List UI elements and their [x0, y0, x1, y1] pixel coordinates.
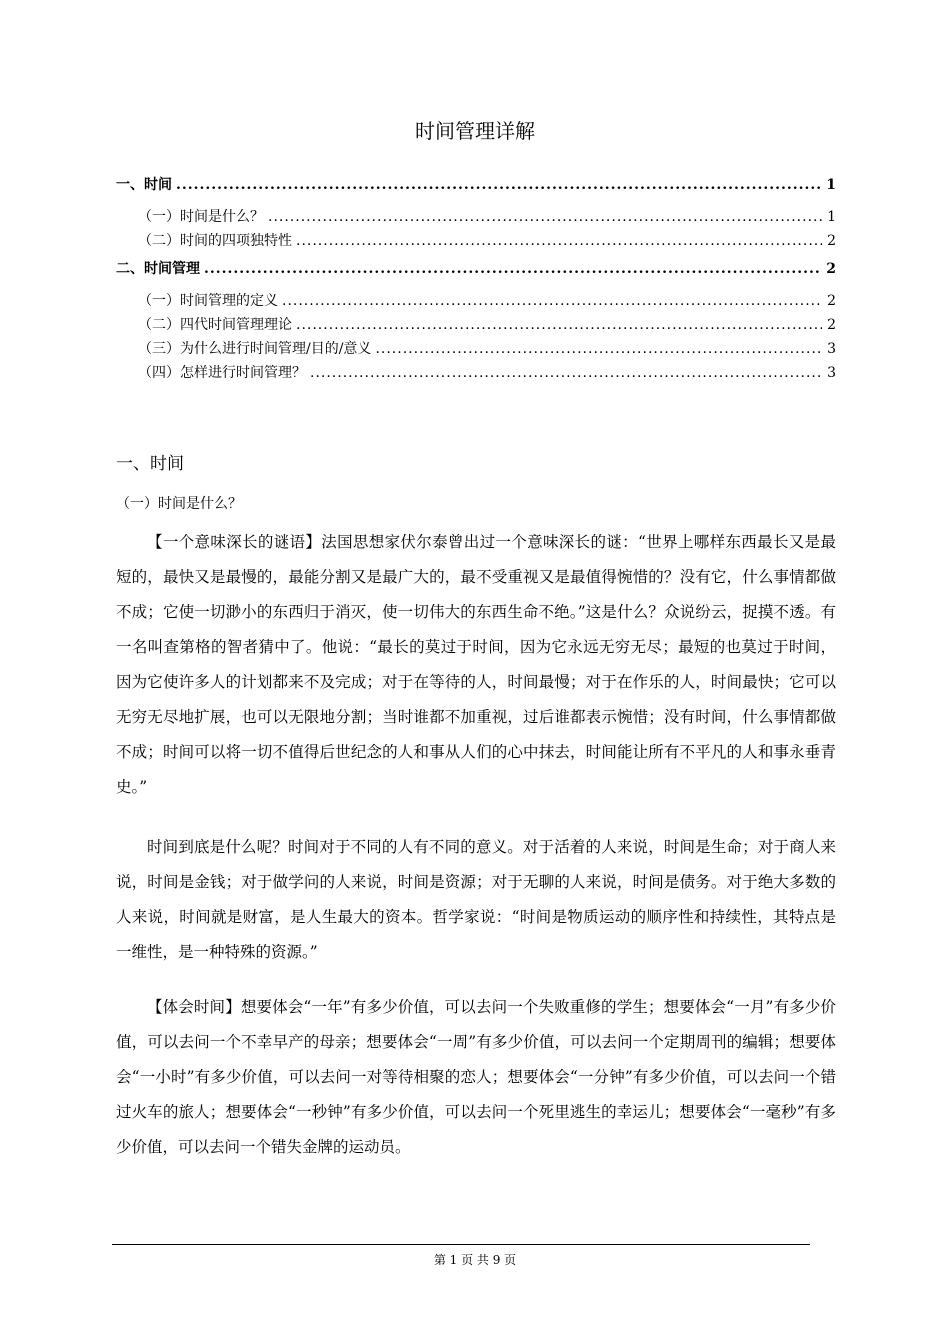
toc-leader-dots — [296, 314, 822, 336]
toc-entry-label: 二、时间管理 — [116, 261, 200, 277]
toc-entry-label: （一）时间管理的定义 — [138, 293, 278, 309]
toc-entry-page: 3 — [827, 365, 836, 381]
toc-entry[interactable] — [116, 206, 836, 230]
toc-entry-page: 2 — [827, 293, 836, 309]
body-paragraph: 【一个意味深长的谜语】法国思想家伏尔泰曾出过一个意味深长的谜：“世界上哪样东西最长又是最短的，最快又是最慢的，最能分割又是最广大的，最不受重视又是最值得惋惜的？没有它，什么事情都做不成；它使一切渺小的东西归于消灭，使一切伟大的东西生命不绝。”这是什么？众说纷云，捉摸不透。有一名叫查第格的智者猜中了。他说：“最长的莫过于时间，因为它永远无穷无尽；最短的也莫过于时间，因为它使许多人的计划都来不及完成；对于在等待的人，时间最慢；对于在作乐的人，时间最快；它可以无穷无尽地扩展，也可以无限地分割；当时谁都不加重视，过后谁都表示惋惜；没有时间，什么事情都做不成；时间可以将一切不值得后世纪念的人和事从人们的心中抹去，时间能让所有不平凡的人和事永垂青史。” — [116, 533, 836, 796]
toc-entry-label: 一、时间 — [116, 177, 172, 193]
sub-heading: （一）时间是什么？ — [116, 496, 242, 512]
toc-leader-dots — [282, 290, 822, 312]
body-paragraph: 【体会时间】想要体会“一年”有多少价值，可以去问一个失败重修的学生；想要体会“一月”有多少价值，可以去问一个不幸早产的母亲；想要体会“一周”有多少价值，可以去问一个定期周刊的编辑；想要体会“一小时”有多少价值，可以去问一对等待相聚的恋人；想要体会“一分钟”有多少价值，可以去问一个错过火车的旅人；想要体会“一秒钟”有多少价值，可以去问一个死里逃生的幸运儿；想要体会“一毫秒”有多少价值，可以去问一个错失金牌的运动员。 — [116, 998, 836, 1156]
toc-entry[interactable] — [116, 174, 836, 206]
footer-divider — [112, 1244, 810, 1245]
toc-entry-page: 2 — [827, 233, 836, 249]
toc-entry-label: （四）怎样进行时间管理？ — [138, 365, 306, 381]
page-number: 第 1 页 共 9 页 — [433, 1253, 517, 1267]
toc-entry[interactable] — [116, 290, 836, 314]
toc-entry-label: （二）四代时间管理理论 — [138, 317, 292, 333]
body-paragraph: 时间到底是什么呢？时间对于不同的人有不同的意义。对于活着的人来说，时间是生命；对于商人来说，时间是金钱；对于做学问的人来说，时间是资源；对于无聊的人来说，时间是债务。对于绝大多数的人来说，时间就是财富，是人生最大的资本。哲学家说：“时间是物质运动的顺序性和持续性，其特点是一维性，是一种特殊的资源。” — [116, 838, 836, 961]
toc-entry-page: 2 — [827, 317, 836, 333]
toc-entry[interactable] — [116, 230, 836, 254]
toc-entry[interactable] — [116, 338, 836, 362]
toc-entry[interactable] — [116, 362, 836, 386]
toc-entry-label: （一）时间是什么？ — [138, 209, 264, 225]
toc-leader-dots — [176, 174, 822, 196]
page-title: 时间管理详解 — [415, 119, 535, 143]
toc-entry-page: 3 — [827, 341, 836, 357]
toc-leader-dots — [310, 362, 822, 384]
toc-entry[interactable] — [116, 314, 836, 338]
toc-leader-dots — [268, 206, 822, 228]
toc-leader-dots — [204, 258, 822, 280]
toc-entry-page: 1 — [827, 209, 836, 225]
toc-entry-label: （二）时间的四项独特性 — [138, 233, 292, 249]
toc-leader-dots — [375, 338, 822, 360]
toc-entry[interactable] — [116, 258, 836, 290]
section-heading: 一、时间 — [116, 454, 184, 474]
toc-entry-page: 2 — [826, 261, 836, 277]
toc-entry-page: 1 — [826, 177, 836, 193]
toc-entry-label: （三）为什么进行时间管理/目的/意义 — [138, 341, 372, 357]
table-of-contents — [116, 174, 836, 386]
toc-leader-dots — [296, 230, 822, 252]
